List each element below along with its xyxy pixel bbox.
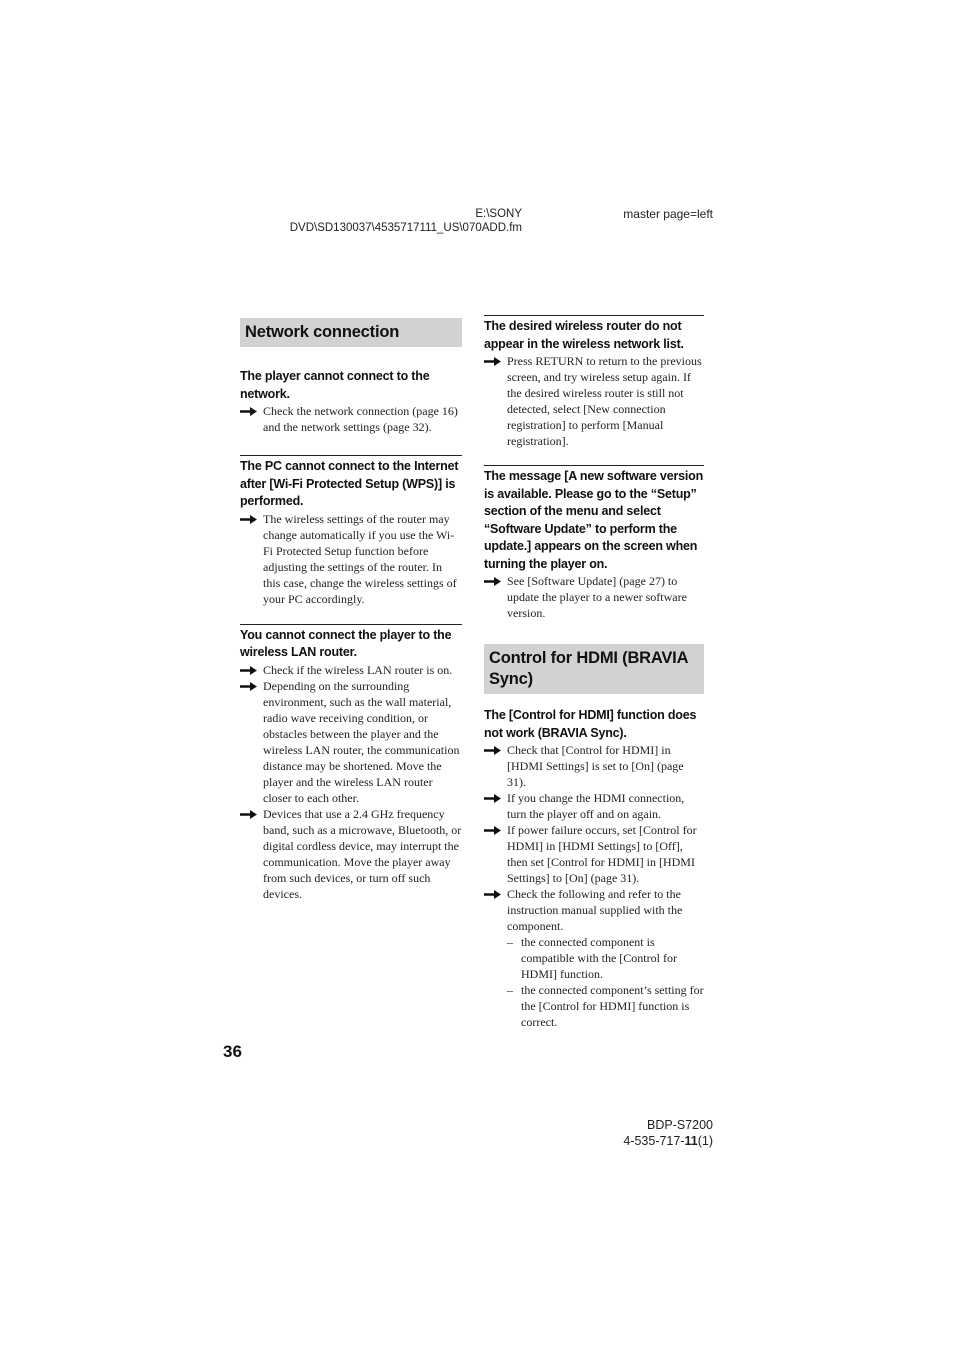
part-code <box>560 1133 713 1149</box>
model-number: BDP-S7200 <box>646 1118 713 1132</box>
part-code-prefix: 4-535-717- <box>623 1134 685 1148</box>
arrow-icon <box>484 746 501 755</box>
bullet-item <box>484 573 704 621</box>
bullet-item <box>240 678 462 806</box>
bullet-text: Depending on the surrounding environment, such as the wall material, radio wave receiving condition, or obstacles between the player and the wireless LAN router, the communication distance may be shortened. Move the player and the wireless LAN router closer to each other. <box>263 678 460 805</box>
dash-marker: – <box>507 935 513 949</box>
bullet-list <box>484 742 704 1030</box>
bullet-text: Press RETURN to return to the previous screen, and try wireless setup again. If the desired wireless router is still not detected, select [New connection registration] to perform [Manual registration]. <box>507 354 702 448</box>
right-column <box>484 315 704 1030</box>
bullet-item <box>484 790 704 822</box>
bullet-item <box>240 806 462 902</box>
bullet-item <box>484 353 704 449</box>
issue-title: The player cannot connect to the network. <box>240 369 430 401</box>
arrow-icon <box>240 810 257 819</box>
section-title-network-connection: Network connection <box>240 318 462 347</box>
bullet-list <box>240 511 462 607</box>
bullet-item <box>484 742 704 790</box>
file-path-line1: E:\SONY <box>475 208 522 220</box>
file-path-header <box>270 207 522 235</box>
issue-title: The message [A new software version is available. Please go to the “Setup” section of the menu and select “Software Update” to perform the update.] appears on the screen when turning the player on. <box>484 465 704 573</box>
sub-item-text: the connected component’s setting for the [Control for HDMI] function is correct. <box>521 983 704 1029</box>
arrow-icon <box>240 407 257 416</box>
issue-title: The PC cannot connect to the Internet after [Wi-Fi Protected Setup (WPS)] is performed. <box>240 455 462 511</box>
bullet-list <box>240 403 462 435</box>
arrow-icon <box>484 357 501 366</box>
sub-item-text: the connected component is compatible with the [Control for HDMI] function. <box>521 935 677 981</box>
arrow-icon <box>240 515 257 524</box>
dash-marker: – <box>507 983 513 997</box>
issue-title: You cannot connect the player to the wireless LAN router. <box>240 624 462 662</box>
sub-item <box>507 934 704 982</box>
bullet-list <box>484 573 704 621</box>
arrow-icon <box>484 826 501 835</box>
arrow-icon <box>240 682 257 691</box>
bullet-text: If power failure occurs, set [Control for HDMI] in [HDMI Settings] to [Off], then set [Control for HDMI] in [HDMI Settings] to [On] (page 31). <box>507 823 697 885</box>
arrow-icon <box>484 794 501 803</box>
bullet-item <box>240 511 462 607</box>
bullet-text: Check that [Control for HDMI] in [HDMI Settings] is set to [On] (page 31). <box>507 743 684 789</box>
part-code-bold: 11 <box>684 1134 698 1148</box>
page-number: 36 <box>223 1042 242 1061</box>
arrow-icon <box>484 577 501 586</box>
bullet-text: Check the following and refer to the instruction manual supplied with the component. <box>507 887 683 933</box>
sub-list <box>507 934 704 1030</box>
issue-title: The [Control for HDMI] function does not work (BRAVIA Sync). <box>484 708 697 740</box>
bullet-list <box>240 662 462 902</box>
bullet-item <box>240 662 462 678</box>
bullet-item <box>240 403 462 435</box>
bullet-item <box>484 822 704 886</box>
arrow-icon <box>484 890 501 899</box>
bullet-text: Check the network connection (page 16) and the network settings (page 32). <box>263 404 458 434</box>
footer-model-info <box>560 1117 713 1149</box>
sub-item <box>507 982 704 1030</box>
bullet-text: Check if the wireless LAN router is on. <box>263 662 453 677</box>
bullet-text: The wireless settings of the router may change automatically if you use the Wi-Fi Protected Setup function before adjusting the settings of the router. In this case, change the wireless settings of your PC accordingly. <box>263 511 457 606</box>
master-page-label: master page=left <box>623 207 713 221</box>
bullet-text: If you change the HDMI connection, turn the player off and on again. <box>507 791 685 821</box>
bullet-text: See [Software Update] (page 27) to update the player to a newer software version. <box>507 574 687 620</box>
issue-title: The desired wireless router do not appear in the wireless network list. <box>484 315 704 353</box>
left-column <box>240 318 462 902</box>
file-path-line2: DVD\SD130037\4535717111_US\070ADD.fm <box>289 222 522 234</box>
bullet-item <box>484 886 704 1030</box>
bullet-list <box>484 353 704 449</box>
bullet-text: Devices that use a 2.4 GHz frequency band, such as a microwave, Bluetooth, or digital cordless device, may interrupt the communication. Move the player away from such devices, or turn off such devices. <box>263 806 462 901</box>
section-title-control-for-hdmi: Control for HDMI (BRAVIA Sync) <box>484 644 704 694</box>
part-code-suffix: (1) <box>697 1134 713 1148</box>
arrow-icon <box>240 666 257 675</box>
